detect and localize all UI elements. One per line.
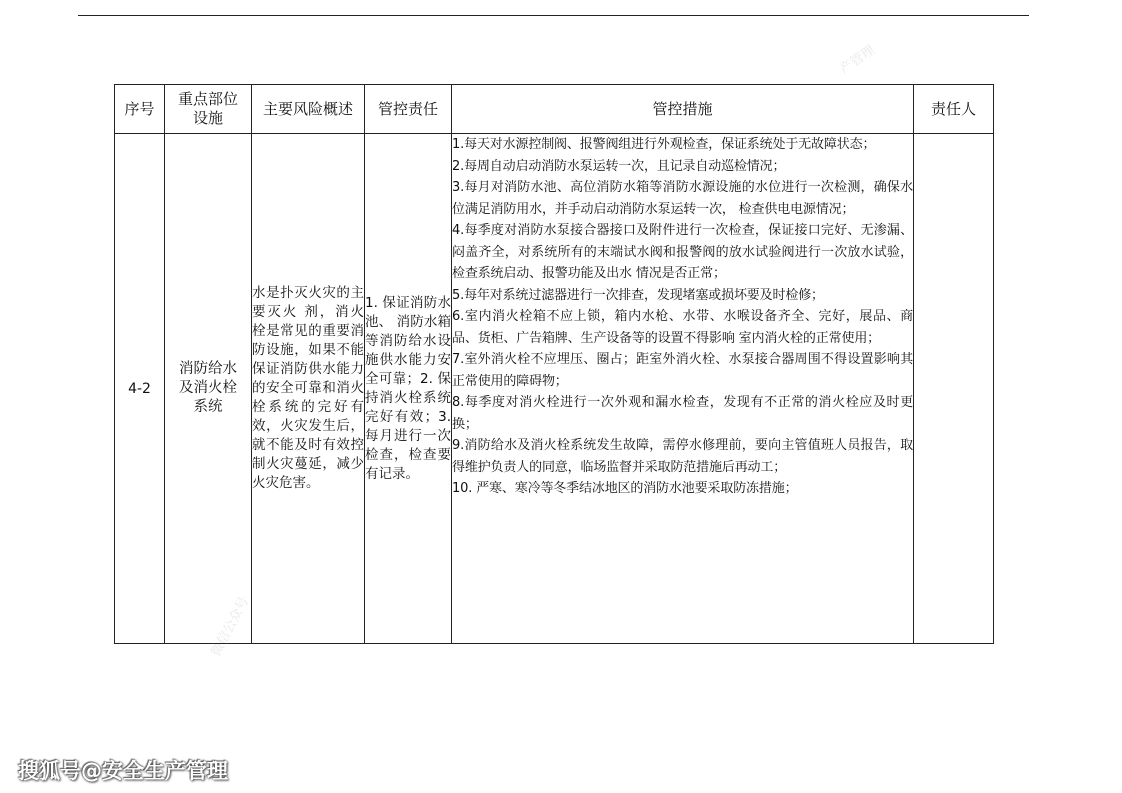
cell-no: 4-2 (115, 134, 165, 644)
header-measures: 管控措施 (452, 85, 914, 134)
measure-item: 8.每季度对消火栓进行一次外观和漏水检查，发现有不正常的消火栓应及时更换； (452, 395, 913, 432)
measure-item: 10. 严寒、寒冷等冬季结冰地区的消防水池要采取防冻措施； (452, 481, 798, 496)
cell-location (165, 134, 252, 644)
cell-risk: 水是扑灭火灾的主要灭火 剂，消火栓是常见的重要消防设施，如果不能保证消防供水能力的安全可靠和消火栓系统的完好有效，火灾发生后，就不能及时有效控制火灾蔓延，减少火灾危害。 (252, 134, 365, 644)
measure-item: 6.室内消火栓箱不应上锁，箱内水枪、水带、水喉设备齐全、完好，展品、商品、货柜、广告箱牌、生产设备等的设置不得影响 室内消火栓的正常使用； (452, 309, 913, 346)
header-no: 序号 (115, 85, 165, 134)
watermark-left: 微信公众号 (208, 594, 253, 659)
header-risk: 主要风险概述 (252, 85, 365, 134)
header-person: 责任人 (914, 85, 994, 134)
header-location-text: 重点部位设施 (177, 90, 238, 127)
header-location (165, 85, 252, 134)
table-header-row (115, 85, 994, 134)
cell-person (914, 134, 994, 644)
measure-item: 3.每月对消防水池、高位消防水箱等消防水源设施的水位进行一次检测，确保水位满足消防用水，并手动启动消防水泵运转一次， 检查供电电源情况； (452, 180, 913, 217)
cell-location-text: 消防给水及消火栓系统 (179, 361, 237, 415)
table-row (115, 134, 994, 644)
measure-item: 1.每天对水源控制阀、报警阀组进行外观检查，保证系统处于无故障状态； (452, 137, 876, 152)
measure-item: 5.每年对系统过滤器进行一次排查，发现堵塞或损坏要及时检修； (452, 287, 824, 303)
measure-item: 7.室外消火栓不应埋压、圈占；距室外消火栓、水泵接合器周围不得设置影响其正常使用的障碍物； (452, 352, 913, 389)
watermark-right: 产管理 (837, 42, 878, 78)
cell-measures (452, 134, 914, 644)
risk-control-table (114, 84, 994, 644)
measure-item: 4.每季度对消防水泵接合器接口及附件进行一次检查，保证接口完好、无渗漏、闷盖齐全，对系统所有的末端试水阀和报警阀的放水试验阀进行一次放水试验，检查系统启动、报警功能及出水 情况是否正常； (452, 223, 913, 281)
measure-item: 9.消防给水及消火栓系统发生故障，需停水修理前，要向主管值班人员报告，取得维护负责人的同意，临场监督并采取防范措施后再动工； (452, 438, 913, 475)
measure-item: 2.每周自动启动消防水泵运转一次，且记录自动巡检情况； (452, 158, 786, 174)
footer-brand: 搜狐号@安全生产管理 (18, 759, 228, 783)
top-rule (78, 15, 1029, 16)
header-responsibility: 管控责任 (365, 85, 452, 134)
cell-responsibility: 1. 保证消防水池、 消防水箱等消防给水设施供水能力安全可靠；2. 保持消火栓系统完好有效；3. 每月进行一次检查，检查要有记录。 (365, 134, 452, 644)
